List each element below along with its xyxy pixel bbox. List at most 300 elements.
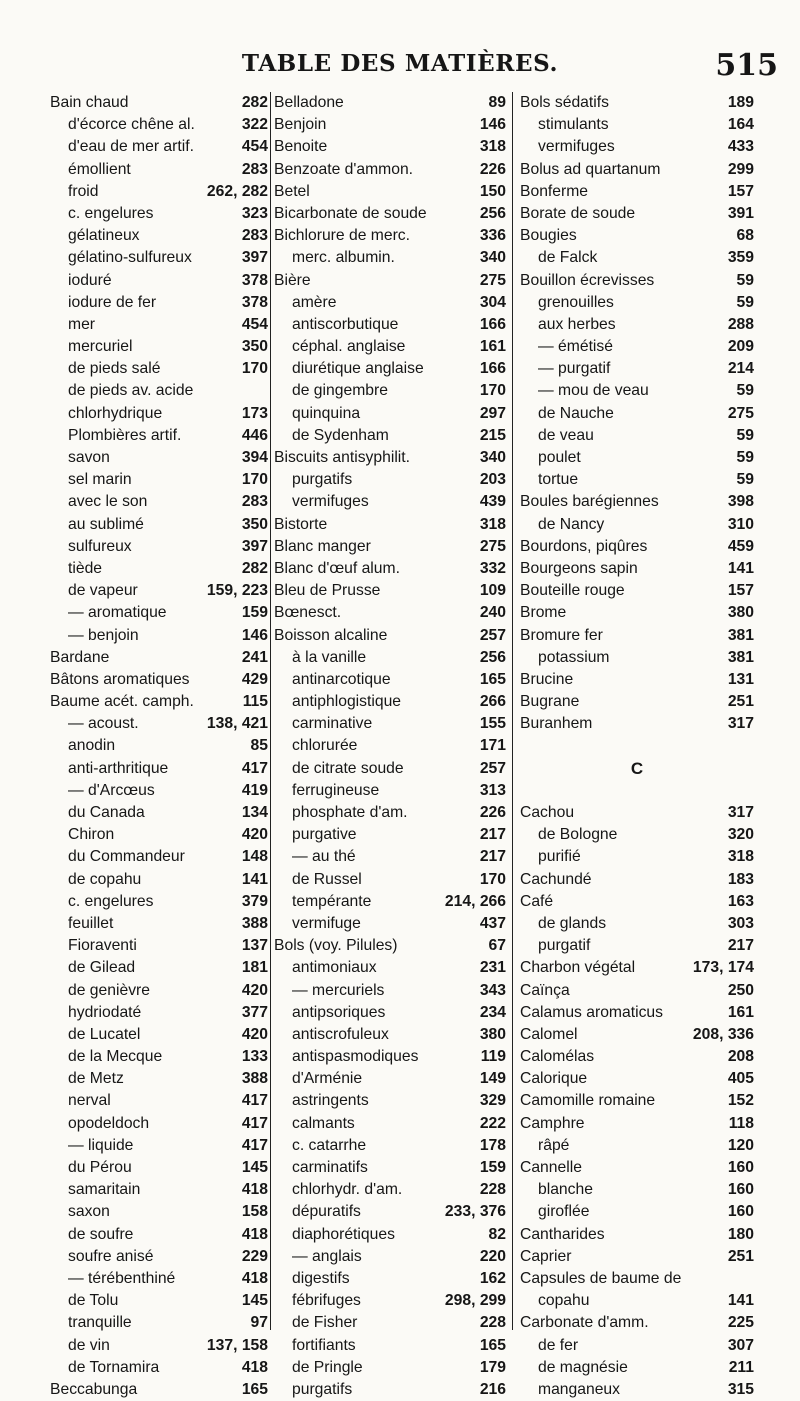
index-entry <box>50 336 268 358</box>
index-entry <box>520 536 754 558</box>
section-letter <box>520 758 754 780</box>
entry-page-refs: 379 <box>241 892 268 910</box>
index-entry <box>520 669 754 691</box>
entry-term: purgatifs <box>292 471 353 489</box>
entry-page-refs: 317 <box>727 715 754 733</box>
entry-page-refs: 214, 266 <box>444 892 506 910</box>
index-entry <box>520 1157 754 1179</box>
index-entry <box>50 358 268 380</box>
entry-term: de vapeur <box>68 582 138 600</box>
entry-page-refs: 109 <box>479 582 506 600</box>
entry-page-refs: 141 <box>727 559 754 577</box>
index-entry <box>520 1379 754 1401</box>
entry-page-refs: 181 <box>241 959 268 977</box>
index-entry <box>520 358 754 380</box>
entry-page-refs: 119 <box>480 1048 506 1066</box>
index-entry <box>520 957 754 979</box>
index-entry <box>520 336 754 358</box>
entry-page-refs: 417 <box>241 1092 268 1110</box>
entry-term: Bœnesct. <box>274 604 342 622</box>
index-entry <box>274 758 506 780</box>
index-entry <box>274 713 506 735</box>
entry-page-refs: 318 <box>479 515 506 533</box>
index-entry <box>50 957 268 979</box>
index-entry <box>520 92 754 114</box>
index-entry <box>50 469 268 491</box>
entry-page-refs: 208 <box>727 1048 754 1066</box>
index-entry <box>520 1179 754 1201</box>
entry-page-refs: 234 <box>479 1003 506 1021</box>
entry-term: de Falck <box>538 249 598 267</box>
entry-term: de Metz <box>68 1070 124 1088</box>
entry-term: grenouilles <box>538 293 614 311</box>
entry-page-refs: 417 <box>241 1136 268 1154</box>
entry-page-refs: 459 <box>727 537 754 555</box>
entry-page-refs: 303 <box>727 914 754 932</box>
entry-term: Bourgeons sapin <box>520 559 638 577</box>
entry-term: Carbonate d'amm. <box>520 1314 649 1332</box>
index-entry <box>50 225 268 247</box>
entry-page-refs: 378 <box>241 271 268 289</box>
entry-term: Camphre <box>520 1114 585 1132</box>
entry-page-refs: 225 <box>727 1314 754 1332</box>
index-entry <box>50 758 268 780</box>
entry-page-refs: 137, 158 <box>206 1336 268 1354</box>
entry-term: quinquina <box>292 404 361 422</box>
index-entry <box>50 159 268 181</box>
entry-page-refs: 217 <box>727 937 754 955</box>
entry-term: Bolus ad quartanum <box>520 160 661 178</box>
index-entry <box>274 1312 506 1334</box>
entry-page-refs: 241 <box>241 648 268 666</box>
index-entry <box>50 1157 268 1179</box>
entry-term: Fioraventi <box>68 937 137 955</box>
entry-page-refs: 146 <box>479 116 506 134</box>
entry-term: fortifiants <box>292 1336 356 1354</box>
entry-page-refs: 315 <box>727 1380 754 1398</box>
index-entry <box>274 447 506 469</box>
entry-term: du Pérou <box>68 1159 132 1176</box>
index-entry <box>50 625 268 647</box>
entry-term: Capsules de baume de <box>520 1269 682 1287</box>
entry-page-refs: 318 <box>479 138 506 156</box>
entry-term: Brome <box>520 604 567 622</box>
entry-term: poulet <box>538 449 581 466</box>
entry-term: de magnésie <box>538 1358 628 1376</box>
entry-term: Bouillon écrevisses <box>520 271 655 289</box>
entry-page-refs: 146 <box>241 626 268 644</box>
index-entry <box>274 136 506 158</box>
entry-term: Bâtons aromatiques <box>50 670 190 688</box>
entry-term: anodin <box>68 737 116 755</box>
entry-term: carminative <box>292 715 373 733</box>
entry-term: Bière <box>274 271 311 289</box>
entry-term: de vin <box>68 1336 110 1354</box>
entry-page-refs: 211 <box>728 1358 754 1376</box>
entry-page-refs: 307 <box>727 1336 754 1354</box>
entry-page-refs: 323 <box>241 204 268 222</box>
index-entry <box>50 1224 268 1246</box>
entry-page-refs: 388 <box>241 1070 268 1088</box>
entry-term: manganeux <box>538 1380 620 1398</box>
entry-page-refs: 229 <box>241 1247 268 1265</box>
entry-page-refs: 150 <box>479 182 506 200</box>
entry-term: antiscorbutique <box>292 315 399 333</box>
entry-term: Bouteille rouge <box>520 582 625 600</box>
entry-term: Bugrane <box>520 693 580 711</box>
index-entry <box>274 1335 506 1357</box>
entry-term: antimoniaux <box>292 959 377 977</box>
entry-page-refs: 170 <box>479 382 506 400</box>
index-entry <box>50 935 268 957</box>
index-entry <box>520 247 754 269</box>
entry-term: Caprier <box>520 1247 572 1265</box>
index-entry <box>50 558 268 580</box>
index-entry <box>50 824 268 846</box>
entry-term: avec le son <box>68 493 148 511</box>
entry-term: Beccabunga <box>50 1380 138 1398</box>
index-entry <box>520 425 754 447</box>
entry-term: opodeldoch <box>68 1114 150 1132</box>
index-entry <box>520 1335 754 1357</box>
entry-page-refs: 228 <box>479 1181 506 1199</box>
entry-term: d'Arménie <box>292 1070 363 1088</box>
index-entry <box>520 203 754 225</box>
entry-term: antipsoriques <box>292 1003 386 1021</box>
index-entry <box>520 713 754 735</box>
entry-page-refs: 388 <box>241 914 268 932</box>
entry-page-refs: 85 <box>250 737 268 755</box>
page-number: 515 <box>715 48 778 83</box>
index-entry <box>520 1268 754 1290</box>
index-entry <box>520 735 754 757</box>
entry-term: mercuriel <box>68 338 133 356</box>
entry-page-refs: 228 <box>479 1314 506 1332</box>
index-entry <box>274 1113 506 1135</box>
index-entry <box>274 1046 506 1068</box>
index-entry <box>50 980 268 1002</box>
entry-page-refs: 152 <box>727 1092 754 1110</box>
index-entry <box>274 580 506 602</box>
entry-page-refs: 310 <box>727 515 754 533</box>
entry-page-refs: 433 <box>727 138 754 156</box>
entry-term: saxon <box>68 1203 110 1221</box>
entry-page-refs: 233, 376 <box>444 1203 506 1221</box>
entry-page-refs: 297 <box>479 404 506 422</box>
entry-term: Calomel <box>520 1025 578 1043</box>
entry-term: de Russel <box>292 870 362 888</box>
index-entry <box>520 1246 754 1268</box>
entry-term: Benjoin <box>274 116 327 134</box>
entry-term: du Canada <box>68 804 145 821</box>
entry-page-refs: 160 <box>727 1203 754 1221</box>
entry-term: chlorhydrique <box>68 404 163 422</box>
entry-page-refs: 171 <box>479 737 506 755</box>
index-entry <box>50 403 268 425</box>
index-entry <box>50 1290 268 1312</box>
entry-term: amère <box>292 293 337 311</box>
index-entry <box>274 469 506 491</box>
index-entry <box>274 92 506 114</box>
index-entry <box>50 1312 268 1334</box>
entry-term: râpé <box>538 1136 570 1154</box>
entry-term: Calomélas <box>520 1048 595 1066</box>
entry-page-refs: 133 <box>241 1048 268 1066</box>
index-entry <box>520 159 754 181</box>
index-entry <box>274 957 506 979</box>
entry-page-refs: 329 <box>479 1092 506 1110</box>
entry-page-refs: 359 <box>727 249 754 267</box>
entry-term: Biscuits antisyphilit. <box>274 449 411 466</box>
index-entry <box>50 1335 268 1357</box>
index-entry <box>50 136 268 158</box>
entry-page-refs: 145 <box>241 1159 268 1176</box>
entry-page-refs: 165 <box>479 1336 506 1354</box>
entry-term: dépuratifs <box>292 1203 361 1221</box>
entry-page-refs: 155 <box>479 715 506 733</box>
entry-page-refs: 231 <box>479 959 506 977</box>
entry-term: Bols sédatifs <box>520 94 609 111</box>
index-entry <box>274 114 506 136</box>
entry-page-refs: 170 <box>241 471 268 489</box>
entry-page-refs: 178 <box>479 1136 506 1154</box>
entry-page-refs: 164 <box>727 116 754 134</box>
column-divider <box>270 92 271 1330</box>
index-entry <box>274 247 506 269</box>
index-entry <box>50 1268 268 1290</box>
entry-page-refs: 381 <box>727 626 754 644</box>
entry-page-refs: 332 <box>479 559 506 577</box>
entry-page-refs: 157 <box>727 182 754 200</box>
entry-page-refs: 420 <box>241 826 268 844</box>
index-entry <box>520 1201 754 1223</box>
entry-term: Bistorte <box>274 515 328 533</box>
index-entry <box>274 336 506 358</box>
index-entry <box>50 1179 268 1201</box>
index-entry <box>274 403 506 425</box>
index-entry <box>274 891 506 913</box>
index-entry <box>274 647 506 669</box>
entry-page-refs: 350 <box>241 515 268 533</box>
index-entry <box>50 1090 268 1112</box>
entry-page-refs: 120 <box>727 1136 754 1154</box>
entry-page-refs: 437 <box>479 914 506 932</box>
index-entry <box>520 270 754 292</box>
index-entry <box>50 92 268 114</box>
entry-page-refs: 173 <box>241 404 268 422</box>
index-entry <box>274 1201 506 1223</box>
entry-page-refs: 158 <box>241 1203 268 1221</box>
index-entry <box>50 735 268 757</box>
entry-page-refs: 141 <box>727 1292 754 1310</box>
index-entry <box>50 1135 268 1157</box>
entry-page-refs: 343 <box>479 981 506 999</box>
entry-page-refs: 439 <box>479 493 506 511</box>
entry-page-refs: 148 <box>241 848 268 866</box>
index-entry <box>274 1002 506 1024</box>
index-entry <box>520 225 754 247</box>
entry-term: savon <box>68 449 110 466</box>
entry-page-refs: 217 <box>479 826 506 844</box>
entry-page-refs: 159, 223 <box>206 582 268 600</box>
entry-term: purgatif <box>538 937 591 955</box>
entry-page-refs: 257 <box>479 759 506 777</box>
index-entry <box>274 536 506 558</box>
index-entry <box>274 1246 506 1268</box>
entry-page-refs: 97 <box>250 1314 268 1332</box>
entry-term: de glands <box>538 914 607 932</box>
index-entry <box>520 403 754 425</box>
entry-page-refs: 165 <box>241 1380 268 1398</box>
entry-term: Bonferme <box>520 182 589 200</box>
entry-page-refs: 59 <box>736 471 754 489</box>
entry-term: sel marin <box>68 471 132 489</box>
entry-term: Betel <box>274 182 310 200</box>
index-entry <box>520 1357 754 1379</box>
index-entry <box>50 869 268 891</box>
entry-term: potassium <box>538 648 610 666</box>
entry-term: diaphorétiques <box>292 1225 395 1243</box>
entry-page-refs: 283 <box>241 160 268 178</box>
entry-page-refs: 394 <box>241 449 268 466</box>
index-entry <box>50 380 268 402</box>
index-entry <box>50 514 268 536</box>
index-entry <box>50 447 268 469</box>
index-entry <box>274 669 506 691</box>
entry-page-refs: 180 <box>727 1225 754 1243</box>
index-entry <box>520 647 754 669</box>
entry-page-refs: 250 <box>727 981 754 999</box>
entry-page-refs: 160 <box>727 1181 754 1199</box>
index-entry <box>50 802 268 824</box>
index-entry <box>274 292 506 314</box>
entry-page-refs: 68 <box>736 227 754 245</box>
entry-term: antiphlogistique <box>292 693 402 711</box>
entry-page-refs: 417 <box>241 1114 268 1132</box>
index-entry <box>50 713 268 735</box>
entry-page-refs: 420 <box>241 1025 268 1043</box>
index-entry <box>274 314 506 336</box>
index-entry <box>50 580 268 602</box>
entry-page-refs: 454 <box>241 315 268 333</box>
entry-page-refs: 283 <box>241 493 268 511</box>
entry-term: antiscrofuleux <box>292 1025 389 1043</box>
entry-page-refs: 283 <box>241 227 268 245</box>
index-entry <box>274 625 506 647</box>
entry-page-refs: 262, 282 <box>206 182 268 200</box>
entry-term: samaritain <box>68 1181 141 1199</box>
entry-term: Boisson alcaline <box>274 626 388 644</box>
entry-term: Bleu de Prusse <box>274 582 381 600</box>
index-entry <box>50 913 268 935</box>
entry-page-refs: 226 <box>479 160 506 178</box>
index-entry <box>520 980 754 1002</box>
entry-page-refs: 317 <box>727 804 754 821</box>
entry-page-refs: 350 <box>241 338 268 356</box>
entry-term: antinarcotique <box>292 670 391 688</box>
entry-term: de pieds av. acide <box>68 382 194 400</box>
entry-term: soufre anisé <box>68 1247 154 1265</box>
entry-term: antispasmodiques <box>292 1048 419 1066</box>
entry-page-refs: 320 <box>727 826 754 844</box>
entry-page-refs: 82 <box>488 1225 506 1243</box>
column-divider <box>512 92 513 1330</box>
entry-term: c. engelures <box>68 204 154 222</box>
entry-page-refs: 429 <box>241 670 268 688</box>
entry-page-refs: 189 <box>727 94 754 111</box>
entry-term: Bichlorure de merc. <box>274 227 411 245</box>
index-entry <box>50 1024 268 1046</box>
entry-page-refs: 159 <box>241 604 268 622</box>
index-entry <box>50 270 268 292</box>
entry-page-refs: 166 <box>479 360 506 378</box>
entry-page-refs: 137 <box>241 937 268 955</box>
index-entry <box>50 114 268 136</box>
entry-term: ferrugineuse <box>292 781 380 799</box>
entry-page-refs: 418 <box>241 1225 268 1243</box>
index-entry <box>520 1312 754 1334</box>
index-entry <box>50 314 268 336</box>
entry-term: Bromure fer <box>520 626 603 644</box>
entry-term: — benjoin <box>68 626 139 644</box>
index-entry <box>520 846 754 868</box>
entry-term: Benzoate d'ammon. <box>274 160 414 178</box>
entry-term: de fer <box>538 1336 579 1354</box>
entry-term: purifié <box>538 848 581 866</box>
index-entry <box>274 491 506 513</box>
index-entry <box>50 1002 268 1024</box>
index-entry <box>274 159 506 181</box>
entry-page-refs: 380 <box>479 1025 506 1043</box>
entry-term: — aromatique <box>68 604 167 622</box>
index-entry <box>274 935 506 957</box>
entry-page-refs: 446 <box>241 426 268 444</box>
entry-term: phosphate d'am. <box>292 804 408 821</box>
entry-page-refs: 166 <box>479 315 506 333</box>
index-entry <box>520 913 754 935</box>
entry-term: — térébenthiné <box>68 1269 176 1287</box>
index-entry <box>274 1068 506 1090</box>
index-entry <box>50 203 268 225</box>
entry-page-refs: 313 <box>479 781 506 799</box>
entry-page-refs: 380 <box>727 604 754 622</box>
index-entry <box>50 425 268 447</box>
entry-page-refs: 226 <box>479 804 506 821</box>
entry-page-refs: 145 <box>241 1292 268 1310</box>
entry-page-refs: 418 <box>241 1181 268 1199</box>
index-entry <box>520 558 754 580</box>
entry-page-refs: 134 <box>241 804 268 821</box>
entry-term: Charbon végétal <box>520 959 636 977</box>
entry-page-refs: 173, 174 <box>692 959 754 977</box>
entry-page-refs: 170 <box>479 870 506 888</box>
entry-term: — émétisé <box>538 338 613 356</box>
index-entry <box>274 358 506 380</box>
index-entry <box>520 1068 754 1090</box>
entry-page-refs: 299 <box>727 160 754 178</box>
index-entry <box>274 846 506 868</box>
entry-term: de Fisher <box>292 1314 358 1332</box>
entry-term: gélatino-sulfureux <box>68 249 192 267</box>
entry-term: anti-arthritique <box>68 759 169 777</box>
entry-page-refs: 398 <box>727 493 754 511</box>
entry-term: de Nancy <box>538 515 605 533</box>
entry-term: du Commandeur <box>68 848 185 866</box>
entry-page-refs: 59 <box>736 271 754 289</box>
entry-page-refs: 179 <box>479 1358 506 1376</box>
entry-term: Bardane <box>50 648 110 666</box>
entry-term: — mou de veau <box>538 382 649 400</box>
